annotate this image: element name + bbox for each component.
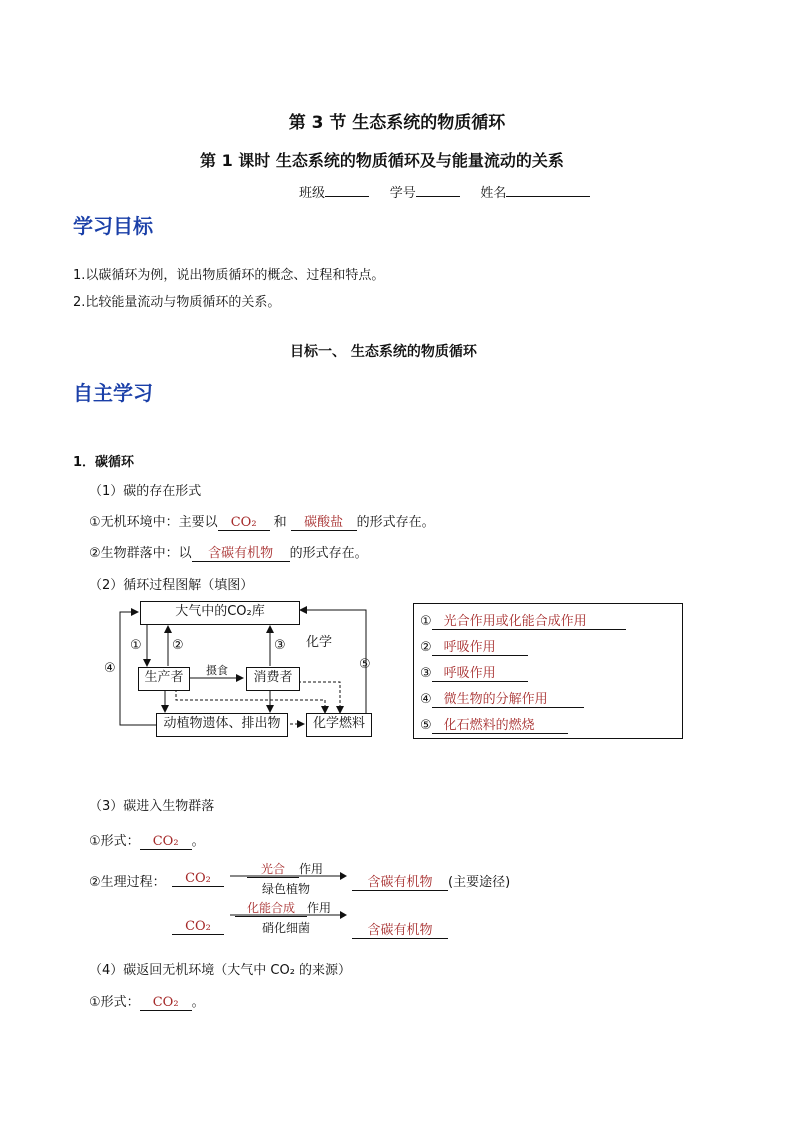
self-study-heading: 自主学习: [73, 381, 153, 405]
answer-row-2: [420, 636, 528, 656]
answer-box: [413, 603, 683, 739]
class-blank[interactable]: [325, 196, 369, 197]
class-label: 班级: [299, 186, 326, 201]
fuel-box: 化学燃料: [306, 713, 372, 737]
s4-form-pre: ①形式：: [89, 995, 140, 1010]
goal-item-2: 2.比较能量流动与物质循环的关系。: [73, 295, 281, 310]
r1-note: (主要途径): [448, 875, 511, 890]
consumer-box: 消费者: [246, 667, 300, 691]
goal-item-1: 1.以碳循环为例，说出物质循环的概念、过程和特点。: [73, 268, 385, 283]
s1-line1-post: 的形式存在。: [356, 515, 435, 530]
r2-input: [172, 919, 224, 935]
s4-title: （4）碳返回无机环境（大气中 CO₂ 的来源）: [89, 963, 352, 978]
r1-condition-answer: 光合: [247, 860, 299, 878]
answer-num: ③: [420, 666, 432, 681]
s3-form-post: 。: [191, 834, 205, 849]
eat-label: 摄食: [206, 664, 228, 677]
marker-3: ③: [274, 638, 286, 653]
answer-num: ⑤: [420, 718, 432, 733]
marker-5: ⑤: [359, 657, 371, 672]
answer-text: 呼吸作用: [432, 662, 528, 682]
id-blank[interactable]: [416, 196, 460, 197]
s1-line1: [89, 511, 435, 531]
answer-text: 呼吸作用: [432, 636, 528, 656]
s1-title: （1）碳的存在形式: [89, 484, 202, 499]
answer-num: ①: [420, 614, 432, 629]
goals-heading: 学习目标: [73, 214, 153, 238]
s3-process-label: ②生理过程：: [89, 875, 166, 890]
answer-num: ②: [420, 640, 432, 655]
marker-1: ①: [130, 638, 142, 653]
chem-label: 化学: [306, 635, 333, 650]
remains-box: 动植物遗体、排出物: [156, 713, 288, 737]
answer-text: 微生物的分解作用: [432, 688, 584, 708]
answer-row-1: [420, 610, 626, 630]
s1-line1-mid: 和: [273, 515, 287, 530]
s2-title: （2）循环过程图解（填图）: [89, 578, 254, 593]
answer-organic-carbon: 含碳有机物: [192, 542, 290, 562]
target1-heading: 目标一、 生态系统的物质循环: [290, 344, 477, 360]
s1-line2-pre: ②生物群落中：以: [89, 546, 192, 561]
carbon-heading: 1．碳循环: [73, 455, 135, 470]
s1-line1-pre: ①无机环境中：主要以: [89, 515, 218, 530]
marker-2: ②: [172, 638, 184, 653]
r2-input-answer: CO₂: [172, 919, 224, 935]
answer-text: 光合作用或化能合成作用: [432, 610, 626, 630]
r2-output: [352, 919, 448, 939]
marker-4: ④: [104, 661, 116, 676]
s3-title: （3）碳进入生物群落: [89, 799, 215, 814]
s4-form-post: 。: [191, 995, 205, 1010]
s1-line2: [89, 542, 368, 562]
name-label: 姓名: [480, 186, 507, 201]
answer-co2: CO₂: [218, 515, 270, 531]
r1-output: [352, 871, 510, 891]
producer-box: 生产者: [138, 667, 190, 691]
answer-text: 化石燃料的燃烧: [432, 714, 568, 734]
r1-output-answer: 含碳有机物: [352, 871, 448, 891]
r2-output-answer: 含碳有机物: [352, 919, 448, 939]
r1-condition-post: 作用: [299, 862, 324, 876]
s4-form-answer: CO₂: [140, 995, 192, 1011]
name-blank[interactable]: [506, 196, 590, 197]
r2-organism: 硝化细菌: [262, 921, 311, 935]
r2-condition-answer: 化能合成: [235, 899, 307, 917]
id-label: 学号: [389, 186, 416, 201]
r1-input-answer: CO₂: [172, 871, 224, 887]
r2-condition-post: 作用: [307, 901, 332, 915]
student-info: [299, 182, 590, 201]
s1-line2-post: 的形式存在。: [289, 546, 368, 561]
atm-co2-box: 大气中的CO₂库: [140, 601, 300, 625]
r1-organism: 绿色植物: [262, 882, 311, 896]
answer-row-5: [420, 714, 568, 734]
answer-row-4: [420, 688, 584, 708]
r1-input: [172, 871, 224, 887]
answer-num: ④: [420, 692, 432, 707]
s3-form: [89, 830, 205, 850]
page-title: 第 3 节 生态系统的物质循环: [288, 113, 506, 133]
s4-form: [89, 991, 205, 1011]
answer-carbonate: 碳酸盐: [291, 511, 357, 531]
answer-row-3: [420, 662, 528, 682]
s3-form-answer: CO₂: [140, 834, 192, 850]
page-subtitle: 第 1 课时 生态系统的物质循环及与能量流动的关系: [200, 151, 564, 170]
s3-form-pre: ①形式：: [89, 834, 140, 849]
